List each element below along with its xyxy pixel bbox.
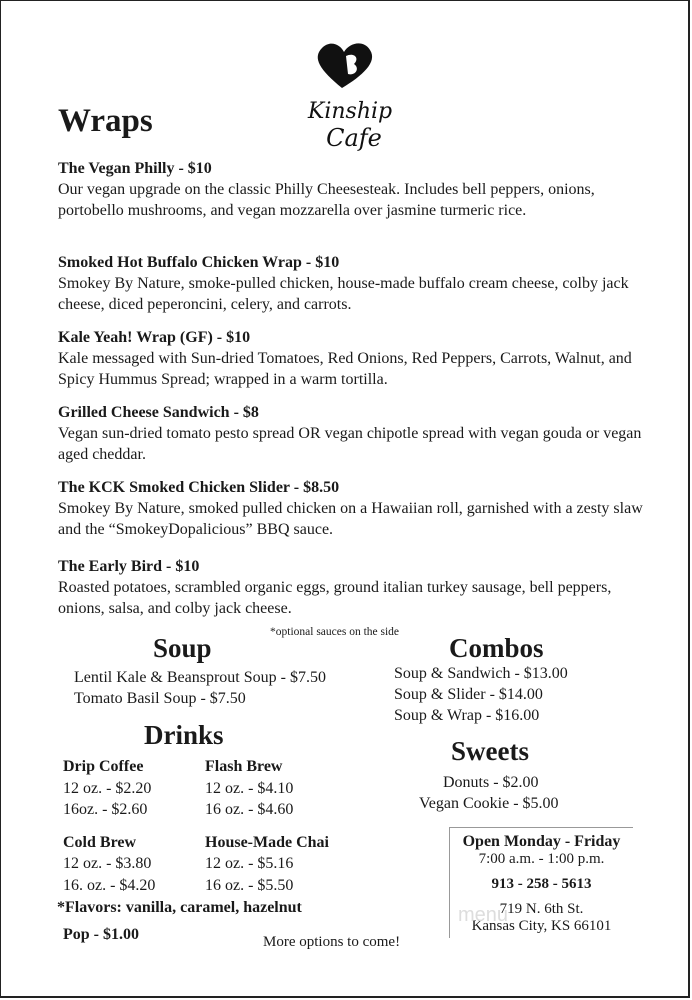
more-options-note: More options to come!	[263, 934, 401, 950]
item-description: Kale messaged with Sun-dried Tomatoes, Red Onions, Red Peppers, Carrots, Walnut, and Spicy Hummus Spread; wrapped in a warm tortilla.	[58, 350, 632, 388]
item-description: Smokey By Nature, smoke-pulled chicken, house-made buffalo cream cheese, colby jack cheese, diced peperoncini, celery, and carrots.	[58, 275, 629, 313]
menu-item	[58, 327, 648, 390]
soup-item: Lentil Kale & Beansprout Soup - $7.50	[74, 669, 326, 686]
soup-heading: Soup	[153, 633, 212, 663]
drinks-heading: Drinks	[144, 720, 224, 750]
combo-item: Soup & Wrap - $16.00	[394, 707, 540, 724]
flavors-note: *Flavors: vanilla, caramel, hazelnut	[57, 899, 302, 916]
combo-item: Soup & Sandwich - $13.00	[394, 665, 568, 682]
drink-size: 16 oz. - $5.50	[205, 877, 294, 894]
menu-item	[58, 402, 648, 465]
item-name: The KCK Smoked Chicken Slider - $8.50	[58, 479, 340, 496]
drink-size: 12 oz. - $4.10	[205, 780, 294, 797]
sweet-item: Vegan Cookie - $5.00	[419, 795, 559, 812]
drink-size: 16oz. - $2.60	[63, 801, 148, 818]
heart-logo-icon	[300, 40, 400, 155]
drink-name: Cold Brew	[63, 834, 137, 851]
address-line2: Kansas City, KS 66101	[471, 918, 612, 934]
sweet-item: Donuts - $2.00	[443, 774, 539, 791]
item-name: Kale Yeah! Wrap (GF) - $10	[58, 329, 251, 346]
menu-item	[58, 158, 648, 221]
open-hours: 7:00 a.m. - 1:00 p.m.	[478, 851, 605, 867]
drink-size: 12 oz. - $3.80	[63, 855, 152, 872]
item-name: Grilled Cheese Sandwich - $8	[58, 404, 259, 421]
item-description: Smokey By Nature, smoked pulled chicken on a Hawaiian roll, garnished with a zesty slaw and the “SmokeyDopalicious” BBQ sauce.	[58, 500, 643, 538]
pop-item: Pop - $1.00	[63, 926, 139, 943]
drink-size: 16. oz. - $4.20	[63, 877, 156, 894]
combo-item: Soup & Slider - $14.00	[394, 686, 543, 703]
drink-name: House-Made Chai	[205, 834, 329, 851]
item-name: Smoked Hot Buffalo Chicken Wrap - $10	[58, 254, 340, 271]
watermark: menu	[458, 904, 509, 926]
phone-number: 913 - 258 - 5613	[491, 876, 592, 892]
svg-text:Kinship: Kinship	[307, 99, 393, 124]
item-name: The Vegan Philly - $10	[58, 160, 212, 177]
drink-size: 12 oz. - $5.16	[205, 855, 294, 872]
kinship-cafe-logo	[300, 40, 400, 155]
address-line1: 719 N. 6th St.	[499, 901, 584, 917]
drink-size: 16 oz. - $4.60	[205, 801, 294, 818]
sweets-heading: Sweets	[451, 736, 529, 766]
svg-text:Cafe: Cafe	[326, 124, 382, 152]
item-name: The Early Bird - $10	[58, 558, 200, 575]
drink-name: Flash Brew	[205, 758, 283, 775]
drink-size: 12 oz. - $2.20	[63, 780, 152, 797]
open-days: Open Monday - Friday	[462, 833, 621, 850]
menu-item	[58, 556, 648, 619]
sauces-note: *optional sauces on the side	[270, 626, 400, 638]
menu-item	[58, 252, 648, 315]
item-description: Our vegan upgrade on the classic Philly Cheesesteak. Includes bell peppers, onions, portobello mushrooms, and vegan mozzarella over jasmine turmeric rice.	[58, 181, 595, 219]
wraps-heading: Wraps	[58, 103, 153, 139]
combos-heading: Combos	[449, 633, 544, 663]
menu-item	[58, 477, 648, 540]
soup-item: Tomato Basil Soup - $7.50	[74, 690, 246, 707]
item-description: Roasted potatoes, scrambled organic eggs, ground italian turkey sausage, bell peppers, onions, salsa, and colby jack cheese.	[58, 579, 612, 617]
item-description: Vegan sun-dried tomato pesto spread OR vegan chipotle spread with vegan gouda or vegan aged cheddar.	[58, 425, 642, 463]
drink-name: Drip Coffee	[63, 758, 144, 775]
